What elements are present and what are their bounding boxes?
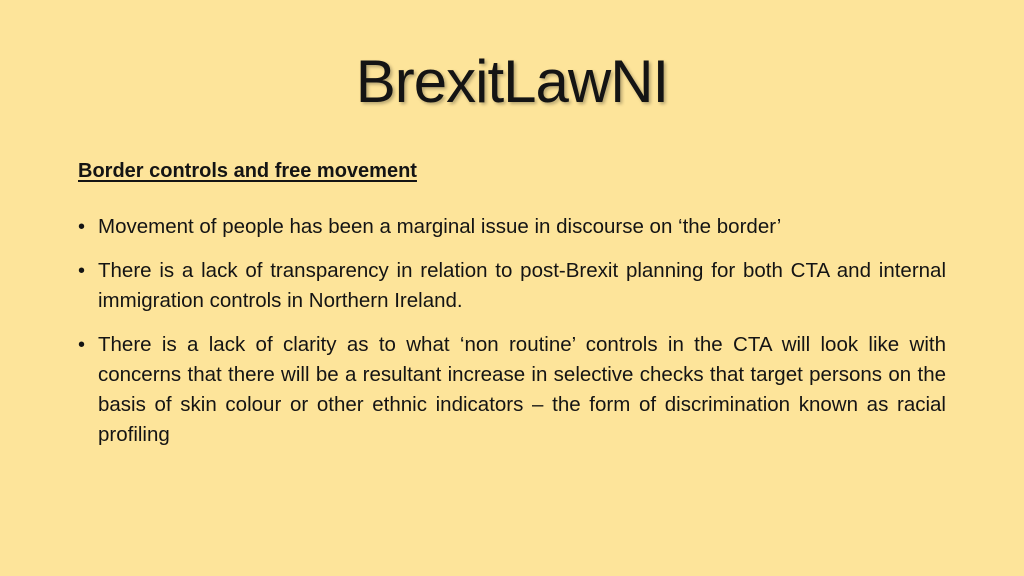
slide-title: BrexitLawNI xyxy=(355,48,669,115)
list-item xyxy=(78,256,946,316)
list-item xyxy=(78,212,946,242)
bullet-text: Movement of people has been a marginal issue in discourse on ‘the border’ xyxy=(98,215,782,238)
bullet-dot-icon: • xyxy=(78,334,86,356)
bullet-dot-icon: • xyxy=(78,260,86,282)
bullet-list xyxy=(78,212,946,464)
section-subheading: Border controls and free movement xyxy=(78,160,417,182)
bullet-text: There is a lack of clarity as to what ‘non routine’ controls in the CTA will look like with concerns that there will be a resultant increase in selective checks that target persons on the basis of skin colour or other ethnic indicators – the form of discrimination known as racial profiling xyxy=(98,333,946,446)
bullet-dot-icon: • xyxy=(78,216,86,238)
list-item xyxy=(78,330,946,450)
bullet-text: There is a lack of transparency in relation to post-Brexit planning for both CTA and internal immigration controls in Northern Ireland. xyxy=(98,259,946,312)
